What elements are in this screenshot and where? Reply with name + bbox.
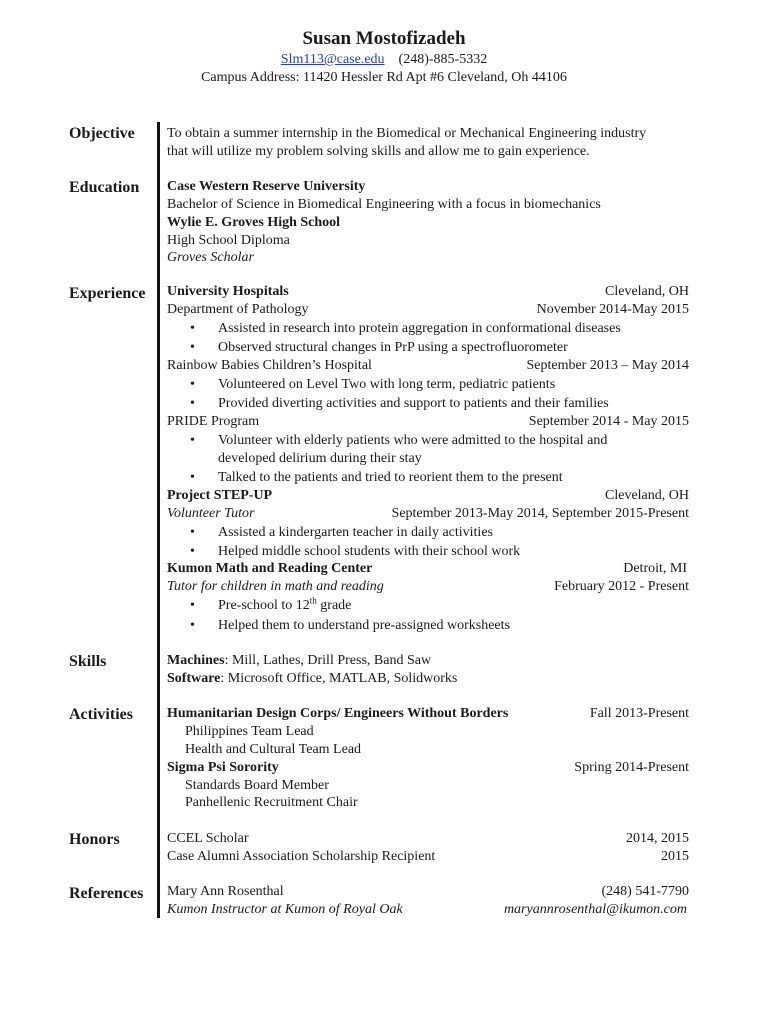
dates: September 2014 - May 2015 xyxy=(528,414,689,429)
bullet-text: Volunteer with elderly patients who were admitted to the hospital and xyxy=(218,433,608,448)
reference-name: Mary Ann Rosenthal xyxy=(167,884,284,899)
bullet-text: Assisted a kindergarten teacher in daily activities xyxy=(218,525,493,540)
experience-role-row xyxy=(167,413,689,430)
dates: February 2012 - Present xyxy=(554,579,689,594)
objective-text-line: To obtain a summer internship in the Biomedical or Mechanical Engineering industry xyxy=(167,126,647,141)
contact-line xyxy=(0,52,768,68)
bullet-icon: • xyxy=(190,377,195,392)
org-name: University Hospitals xyxy=(167,284,289,299)
objective-text-line: that will utilize my problem solving skills and allow me to gain experience. xyxy=(167,144,590,159)
bullet-icon: • xyxy=(190,396,195,411)
activity-role: Panhellenic Recruitment Chair xyxy=(185,795,358,810)
school-honor: Groves Scholar xyxy=(167,250,254,265)
reference-title: Kumon Instructor at Kumon of Royal Oak xyxy=(167,902,403,917)
degree: Bachelor of Science in Biomedical Engineering with a focus in biomechanics xyxy=(167,197,601,212)
activity-org-row xyxy=(167,759,689,776)
reference-email: maryannrosenthal@ikumon.com xyxy=(503,902,687,917)
bullet-icon: • xyxy=(190,470,195,485)
honor-row xyxy=(167,830,689,847)
experience-org-row xyxy=(167,283,689,300)
section-label-skills: Skills xyxy=(69,653,107,670)
school-name: Case Western Reserve University xyxy=(167,179,366,194)
dates: November 2014-May 2015 xyxy=(536,302,689,317)
school-name: Wylie E. Groves High School xyxy=(167,215,341,230)
section-divider-rule xyxy=(157,122,160,918)
section-label-education: Education xyxy=(69,179,140,196)
campus-address: Campus Address: 11420 Hessler Rd Apt #6 Cleveland, Oh 44106 xyxy=(201,70,567,85)
bullet-icon: • xyxy=(190,618,195,633)
dates: 2014, 2015 xyxy=(626,831,689,846)
experience-org-row xyxy=(167,487,689,504)
section-label-experience: Experience xyxy=(69,285,146,302)
bullet-icon: • xyxy=(190,598,195,613)
dates: Spring 2014-Present xyxy=(574,760,689,775)
degree: High School Diploma xyxy=(167,233,290,248)
honor-row xyxy=(167,848,689,865)
bullet-text: Helped middle school students with their school work xyxy=(218,544,521,559)
dates: Fall 2013-Present xyxy=(589,706,689,721)
role: Department of Pathology xyxy=(167,302,309,317)
email-link[interactable]: Slm113@case.edu xyxy=(280,52,385,67)
activity-org-row xyxy=(167,705,689,722)
skills-machines: Machines: Mill, Lathes, Drill Press, Band Saw xyxy=(167,653,432,668)
bullet-icon: • xyxy=(190,433,195,448)
skills-software: Software: Microsoft Office, MATLAB, Solidworks xyxy=(167,671,458,686)
section-label-objective: Objective xyxy=(69,125,135,142)
org-name: Humanitarian Design Corps/ Engineers Without Borders xyxy=(167,706,509,721)
location: Detroit, MI xyxy=(623,561,687,576)
phone-number: (248)-885-5332 xyxy=(398,52,488,67)
experience-role-row xyxy=(167,505,689,522)
reference-row xyxy=(167,901,689,918)
org-name: Project STEP-UP xyxy=(167,488,273,503)
activity-role: Health and Cultural Team Lead xyxy=(185,742,362,757)
section-label-activities: Activities xyxy=(69,706,133,723)
bullet-text: Pre-school to 12th grade xyxy=(218,595,352,613)
experience-role-row xyxy=(167,578,689,595)
reference-row xyxy=(167,883,689,900)
section-label-references: References xyxy=(69,885,144,902)
bullet-icon: • xyxy=(190,340,195,355)
role: Rainbow Babies Children’s Hospital xyxy=(167,358,372,373)
location: Cleveland, OH xyxy=(605,488,689,503)
activity-role: Philippines Team Lead xyxy=(185,724,314,739)
bullet-icon: • xyxy=(190,525,195,540)
resume-name: Susan Mostofizadeh xyxy=(302,28,466,49)
bullet-icon: • xyxy=(190,544,195,559)
honor-title: CCEL Scholar xyxy=(167,831,249,846)
bullet-text: Assisted in research into protein aggregation in conformational diseases xyxy=(218,321,621,336)
bullet-text: Helped them to understand pre-assigned worksheets xyxy=(218,618,510,633)
bullet-text: developed delirium during their stay xyxy=(218,451,422,466)
role: Volunteer Tutor xyxy=(167,506,255,521)
activity-role: Standards Board Member xyxy=(185,778,329,793)
section-label-honors: Honors xyxy=(69,831,120,848)
org-name: Sigma Psi Sorority xyxy=(167,760,279,775)
org-name: Kumon Math and Reading Center xyxy=(167,561,373,576)
bullet-text: Volunteered on Level Two with long term, pediatric patients xyxy=(218,377,556,392)
bullet-icon: • xyxy=(190,321,195,336)
reference-phone: (248) 541-7790 xyxy=(601,884,689,899)
bullet-text: Talked to the patients and tried to reorient them to the present xyxy=(218,470,563,485)
bullet-text: Observed structural changes in PrP using a spectrofluorometer xyxy=(218,340,568,355)
experience-org-row xyxy=(167,560,689,577)
bullet-text: Provided diverting activities and support to patients and their families xyxy=(218,396,609,411)
dates: September 2013-May 2014, September 2015-Present xyxy=(391,506,689,521)
role: PRIDE Program xyxy=(167,414,260,429)
dates: September 2013 – May 2014 xyxy=(526,358,689,373)
experience-role-row xyxy=(167,301,689,318)
location: Cleveland, OH xyxy=(605,284,689,299)
dates: 2015 xyxy=(661,849,689,864)
role: Tutor for children in math and reading xyxy=(167,579,384,594)
honor-title: Case Alumni Association Scholarship Recipient xyxy=(167,849,436,864)
experience-role-row xyxy=(167,357,689,374)
